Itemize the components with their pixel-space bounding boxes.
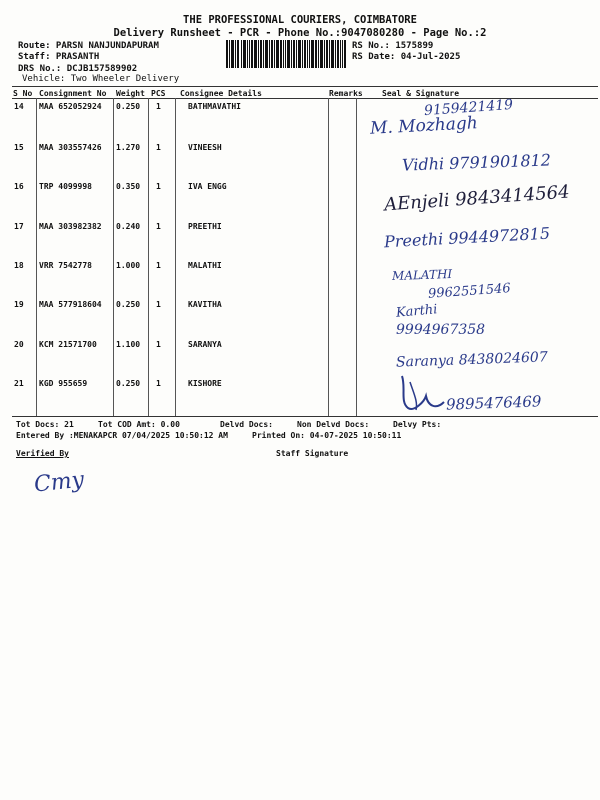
row-pcs: 1 [156, 143, 161, 152]
row-consignee: BATHMAVATHI [188, 102, 241, 111]
row-consignment: MAA 303557426 [39, 143, 102, 152]
total-docs: Tot Docs: 21 [16, 420, 74, 429]
row-weight: 0.240 [116, 222, 141, 231]
handwritten-signature: Preethi 9944972815 [383, 223, 551, 252]
row-consignment: MAA 577918604 [39, 300, 102, 309]
col-header-consignment: Consignment No [39, 89, 107, 98]
row-weight: 1.000 [116, 261, 141, 270]
scribble-signature-icon [396, 372, 448, 414]
row-sno: 14 [14, 102, 24, 111]
row-sno: 21 [14, 379, 24, 388]
row-weight: 0.250 [116, 102, 141, 111]
row-weight: 1.100 [116, 340, 141, 349]
row-pcs: 1 [156, 102, 161, 111]
handwritten-phone: 9895476469 [445, 392, 542, 414]
row-sno: 15 [14, 143, 24, 152]
row-pcs: 1 [156, 222, 161, 231]
handwritten-phone: 9159421419 [423, 96, 514, 120]
handwritten-phone: 9962551546 [427, 281, 512, 302]
row-consignee: KAVITHA [188, 300, 222, 309]
handwritten-phone: 9994967358 [396, 322, 486, 338]
col-divider [36, 98, 37, 416]
row-consignment: KCM 21571700 [39, 340, 97, 349]
non-delivered-docs: Non Delvd Docs: [297, 420, 370, 429]
row-consignment: MAA 303982382 [39, 222, 102, 231]
row-pcs: 1 [156, 300, 161, 309]
drs-number: DRS No.: DCJB157589902 [18, 64, 138, 74]
delivered-docs: Delvd Docs: [220, 420, 273, 429]
col-header-pcs: PCS [151, 89, 166, 98]
col-header-weight: Weight [116, 89, 145, 98]
table-bottom-border [12, 416, 598, 417]
row-sno: 19 [14, 300, 24, 309]
row-consignee: PREETHI [188, 222, 222, 231]
row-weight: 0.350 [116, 182, 141, 191]
row-consignee: IVA ENGG [188, 182, 227, 191]
row-consignment: VRR 7542778 [39, 261, 92, 270]
handwritten-signature: M. Mozhagh [369, 113, 479, 139]
row-consignment: TRP 4099998 [39, 182, 92, 191]
rs-date: RS Date: 04-Jul-2025 [352, 52, 461, 62]
verified-by-label: Verified By [16, 449, 69, 458]
row-weight: 1.270 [116, 143, 141, 152]
col-divider [148, 98, 149, 416]
printed-on: Printed On: 04-07-2025 10:50:11 [252, 431, 402, 440]
handwritten-signature: Karthi [395, 302, 439, 321]
delivery-points: Delvy Pts: [393, 420, 442, 429]
row-consignee: KISHORE [188, 379, 222, 388]
row-sno: 18 [14, 261, 24, 270]
col-header-consignee: Consignee Details [180, 89, 262, 98]
row-pcs: 1 [156, 340, 161, 349]
runsheet-subtitle: Delivery Runsheet - PCR - Phone No.:9047080280 - Page No.:2 [113, 27, 487, 39]
row-consignment: MAA 652052924 [39, 102, 102, 111]
row-pcs: 1 [156, 182, 161, 191]
row-consignee: SARANYA [188, 340, 222, 349]
staff-label: Staff: PRASANTH [18, 52, 100, 62]
handwritten-signature: MALATHI [391, 266, 453, 284]
handwritten-signature: Saranya 8438024607 [395, 349, 549, 371]
vehicle-label: Vehicle: Two Wheeler Delivery [22, 74, 180, 84]
table-top-border [12, 86, 598, 87]
handwritten-signature: Vidhi 9791901812 [401, 150, 552, 175]
row-sno: 17 [14, 222, 24, 231]
col-divider [113, 98, 114, 416]
barcode-image [226, 40, 346, 68]
total-cod-amount: Tot COD Amt: 0.00 [98, 420, 180, 429]
col-divider [356, 98, 357, 416]
rs-number: RS No.: 1575899 [352, 41, 434, 51]
col-header-signature: Seal & Signature [382, 89, 460, 98]
row-pcs: 1 [156, 379, 161, 388]
col-header-remarks: Remarks [329, 89, 363, 98]
row-pcs: 1 [156, 261, 161, 270]
route-label: Route: PARSN NANJUNDAPURAM [18, 41, 159, 51]
col-divider [175, 98, 176, 416]
verifier-signature: Cmy [32, 467, 86, 498]
entered-by: Entered By :MENAKAPCR 07/04/2025 10:50:12 AM [16, 431, 228, 440]
row-weight: 0.250 [116, 300, 141, 309]
col-divider [328, 98, 329, 416]
row-weight: 0.250 [116, 379, 141, 388]
staff-signature-label: Staff Signature [276, 449, 349, 458]
row-consignee: MALATHI [188, 261, 222, 270]
company-title: THE PROFESSIONAL COURIERS, COIMBATORE [183, 14, 417, 26]
col-header-sno: S No [13, 89, 33, 98]
row-sno: 20 [14, 340, 24, 349]
row-consignee: VINEESH [188, 143, 222, 152]
row-sno: 16 [14, 182, 24, 191]
row-consignment: KGD 955659 [39, 379, 88, 388]
handwritten-signature: AEnjeli 9843414564 [383, 181, 571, 216]
